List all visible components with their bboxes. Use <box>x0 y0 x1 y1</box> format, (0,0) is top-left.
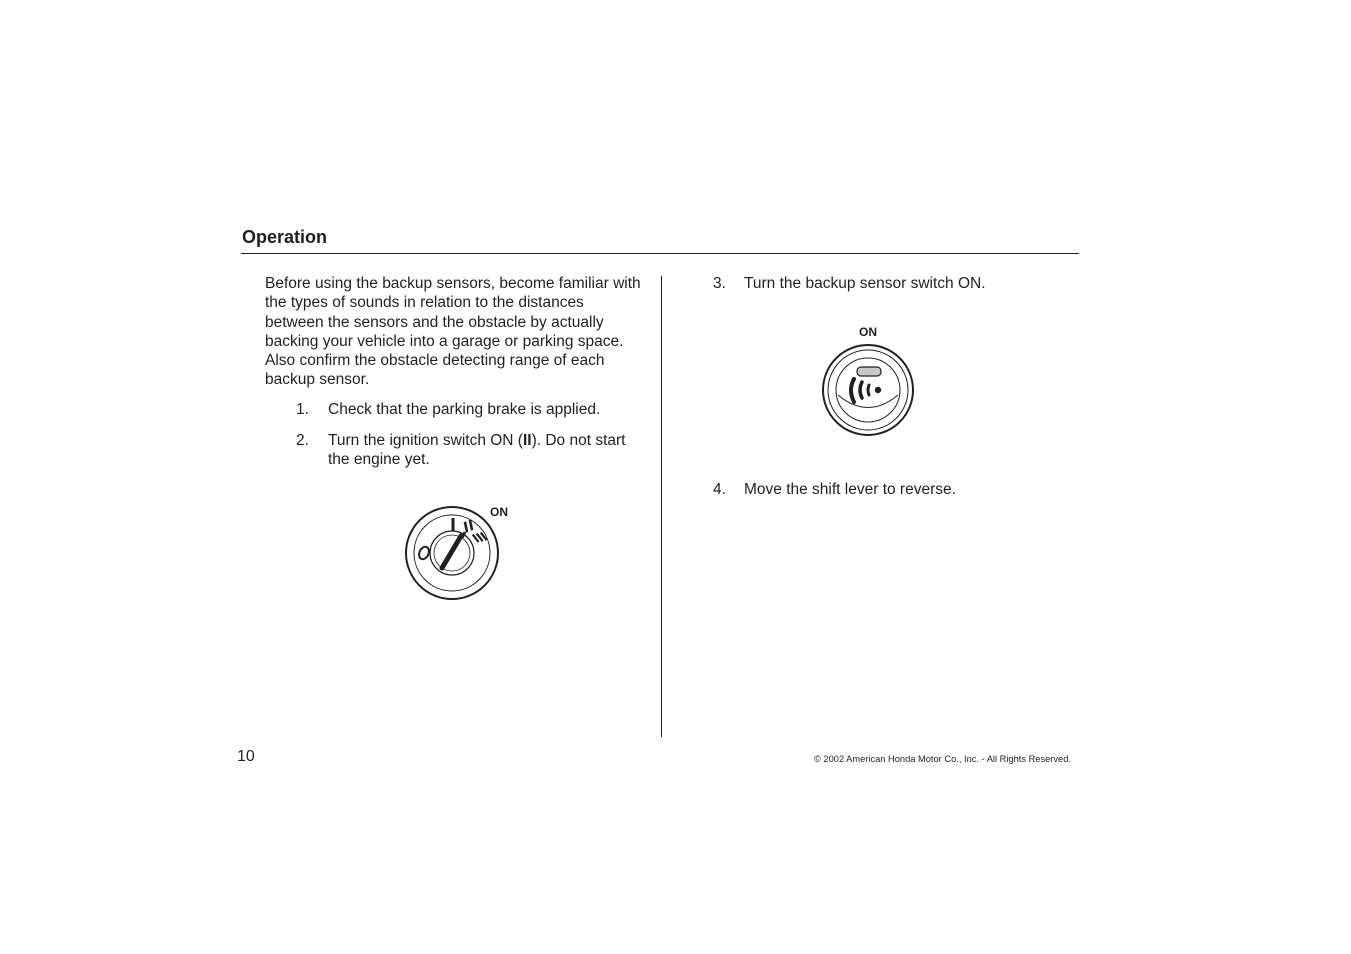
column-divider <box>661 276 662 737</box>
step-text: Turn the backup sensor switch ON. <box>744 275 986 292</box>
step-number: 1. <box>296 401 309 418</box>
step-2 <box>296 431 646 471</box>
step-text: Move the shift lever to reverse. <box>744 481 956 498</box>
page-number: 10 <box>237 748 255 765</box>
title-rule <box>241 253 1079 254</box>
step-text-after: ). Do not start the engine yet. <box>328 432 626 469</box>
sensor-switch-on-label: ON <box>859 325 877 339</box>
step-1 <box>296 400 646 420</box>
step-number: 3. <box>713 275 726 292</box>
step-4 <box>713 480 1073 500</box>
intro-paragraph: Before using the backup sensors, become familiar with the types of sounds in relation to the distances between the sensors and the obstacle by actually backing your vehicle into a garage or parking space. Also confirm the obstacle detecting range of each backup sensor. <box>265 275 641 389</box>
step-number: 4. <box>713 481 726 498</box>
copyright-notice: © 2002 American Honda Motor Co., Inc. - All Rights Reserved. <box>814 754 1071 764</box>
step-text-before: Turn the ignition switch ON ( <box>328 432 523 449</box>
step-number: 2. <box>296 432 309 449</box>
backup-sensor-switch-icon <box>818 340 918 440</box>
ignition-on-label: ON <box>490 505 508 519</box>
step-text <box>328 431 643 470</box>
ignition-position-label: II <box>522 432 532 449</box>
step-text: Check that the parking brake is applied. <box>328 401 601 418</box>
step-3 <box>713 274 1073 294</box>
section-title: Operation <box>242 227 328 247</box>
